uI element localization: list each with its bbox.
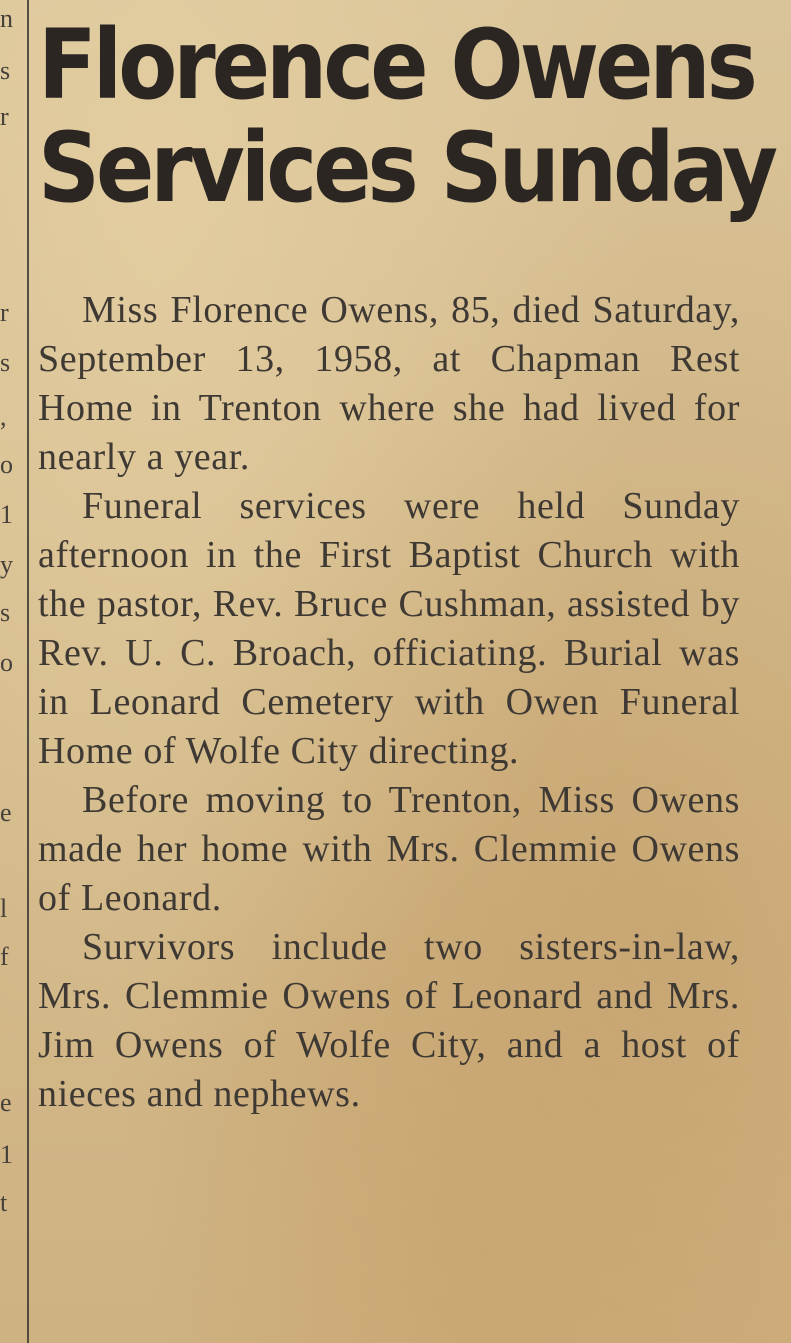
paragraph-survivors: Survivors include two sisters-in-law, Mrs. Clemmie Owens of Leonard and Mrs. Jim Owens of Wolfe City, and a host of nieces and nephews. — [38, 926, 740, 1115]
adjacent-column-fragments — [0, 0, 26, 1343]
paragraph-death-notice: Miss Florence Owens, 85, died Saturday, September 13, 1958, at Chapman Rest Home in Trenton where she had lived for nearly a year. — [38, 289, 740, 478]
column-fragment: s — [0, 598, 11, 627]
headline-line-2: Services Sunday — [38, 112, 775, 225]
column-fragment: 1 — [0, 1140, 13, 1169]
column-fragment: e — [0, 798, 12, 827]
column-fragment: f — [0, 942, 9, 971]
paragraph-funeral-services: Funeral services were held Sunday afternoon in the First Baptist Church with the pastor, Rev. Bruce Cushman, assisted by Rev. U. C. Broach, officiating. Burial was in Leonard Cemetery with Owen Funeral Home of Wolfe City directing. — [38, 485, 740, 772]
column-fragment: n — [0, 4, 13, 33]
column-fragment: r — [0, 102, 9, 131]
column-fragment: , — [0, 402, 7, 431]
headline-line-1: Florence Owens — [38, 9, 754, 122]
headline — [38, 9, 775, 225]
article-body — [38, 286, 740, 1119]
column-fragment: l — [0, 894, 8, 923]
column-fragment: t — [0, 1188, 8, 1217]
column-fragment: r — [0, 298, 9, 327]
column-fragment: y — [0, 550, 13, 579]
paragraph-residence: Before moving to Trenton, Miss Owens made her home with Mrs. Clemmie Owens of Leonard. — [38, 779, 740, 919]
column-fragment: s — [0, 56, 11, 85]
column-fragment: 1 — [0, 500, 13, 529]
column-rule — [27, 0, 29, 1343]
column-fragment: s — [0, 348, 11, 377]
obituary-article — [38, 9, 775, 1115]
column-fragment: e — [0, 1088, 12, 1117]
column-fragment: o — [0, 648, 13, 677]
column-fragment: o — [0, 450, 13, 479]
